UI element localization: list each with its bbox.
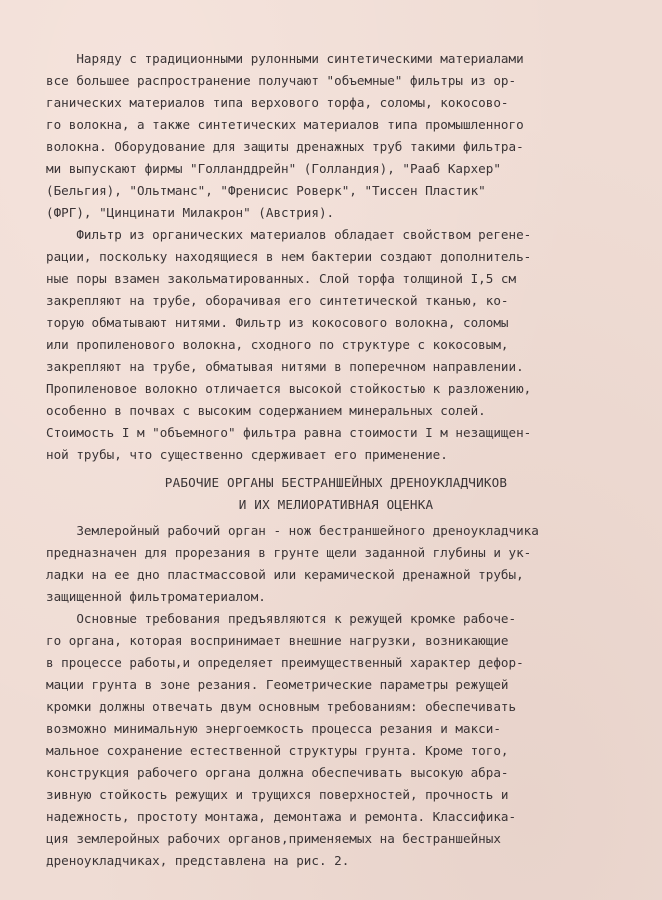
text-line: Землеройный рабочий орган - нож бестраншейного дреноукладчика — [46, 523, 539, 538]
text-line: ганических материалов типа верхового торфа, соломы, кокосово- — [46, 95, 509, 110]
heading-line: РАБОЧИЕ ОРГАНЫ БЕСТРАНШЕЙНЫХ ДРЕНОУКЛАДЧИКОВ — [164, 475, 508, 490]
text-line: Пропиленовое волокно отличается высокой стойкостью к разложению, — [46, 381, 532, 396]
text-line: дреноукладчиках, представлена на рис. 2. — [46, 853, 350, 868]
text-line: все большее распространение получают "объемные" фильтры из ор- — [46, 73, 517, 88]
text-line: Наряду с традиционными рулонными синтетическими материалами — [46, 51, 524, 66]
text-line: ной трубы, что существенно сдерживает его применение. — [46, 447, 448, 462]
text-line: го волокна, а также синтетических материалов типа промышленного — [46, 117, 524, 132]
paragraph-requirements — [46, 608, 626, 872]
text-line: конструкция рабочего органа должна обеспечивать высокую абра- — [46, 765, 509, 780]
paragraph-digging-organ — [46, 520, 626, 608]
text-line: надежность, простоту монтажа, демонтажа и ремонта. Классифика- — [46, 809, 517, 824]
paragraph-organic-filter — [46, 224, 626, 466]
text-line: (Бельгия), "Ольтманс", "Френисис Роверк", "Тиссен Пластик" — [46, 183, 486, 198]
text-line: возможно минимальную энергоемкость процесса резания и макси- — [46, 721, 501, 736]
text-line: зивную стойкость режущих и трущихся поверхностей, прочность и — [46, 787, 509, 802]
text-line: в процессе работы,и определяет преимущественный характер дефор- — [46, 655, 524, 670]
text-line: Стоимость I м "объемного" фильтра равна стоимости I м незащищен- — [46, 425, 532, 440]
text-line: Фильтр из органических материалов обладает свойством регене- — [46, 227, 532, 242]
text-line: (ФРГ), "Цинцинати Милакрон" (Австрия). — [46, 205, 335, 220]
paragraph-filters-intro — [46, 48, 626, 224]
text-line: кромки должны отвечать двум основным требованиям: обеспечивать — [46, 699, 517, 714]
text-line: ция землеройных рабочих органов,применяемых на бестраншейных — [46, 831, 501, 846]
text-line: рации, поскольку находящиеся в нем бактерии создают дополнитель- — [46, 249, 532, 264]
heading-line: И ИХ МЕЛИОРАТИВНАЯ ОЦЕНКА — [238, 497, 434, 512]
text-line: мальное сохранение естественной структуры грунта. Кроме того, — [46, 743, 509, 758]
text-line: го органа, которая воспринимает внешние нагрузки, возникающие — [46, 633, 509, 648]
text-line: ные поры взамен закольматированных. Слой торфа толщиной I,5 см — [46, 271, 517, 286]
text-line: Основные требования предъявляются к режущей кромке рабоче- — [46, 611, 517, 626]
text-line: особенно в почвах с высоким содержанием минеральных солей. — [46, 403, 486, 418]
text-line: волокна. Оборудование для защиты дренажных труб такими фильтра- — [46, 139, 524, 154]
text-line: закрепляют на трубе, обматывая нитями в поперечном направлении. — [46, 359, 524, 374]
text-line: или пропиленового волокна, сходного по структуре с кокосовым, — [46, 337, 509, 352]
text-line: закрепляют на трубе, оборачивая его синтетической тканью, ко- — [46, 293, 509, 308]
text-line: предназначен для прорезания в грунте щели заданной глубины и ук- — [46, 545, 532, 560]
text-line: мации грунта в зоне резания. Геометрические параметры режущей — [46, 677, 509, 692]
text-line: ми выпускают фирмы "Голланддрейн" (Голландия), "Рааб Кархер" — [46, 161, 501, 176]
text-line: защищенной фильтроматериалом. — [46, 589, 266, 604]
text-line: ладки на ее дно пластмассовой или керамической дренажной трубы, — [46, 567, 524, 582]
section-heading — [46, 472, 626, 516]
text-line: торую обматывают нитями. Фильтр из кокосового волокна, соломы — [46, 315, 509, 330]
